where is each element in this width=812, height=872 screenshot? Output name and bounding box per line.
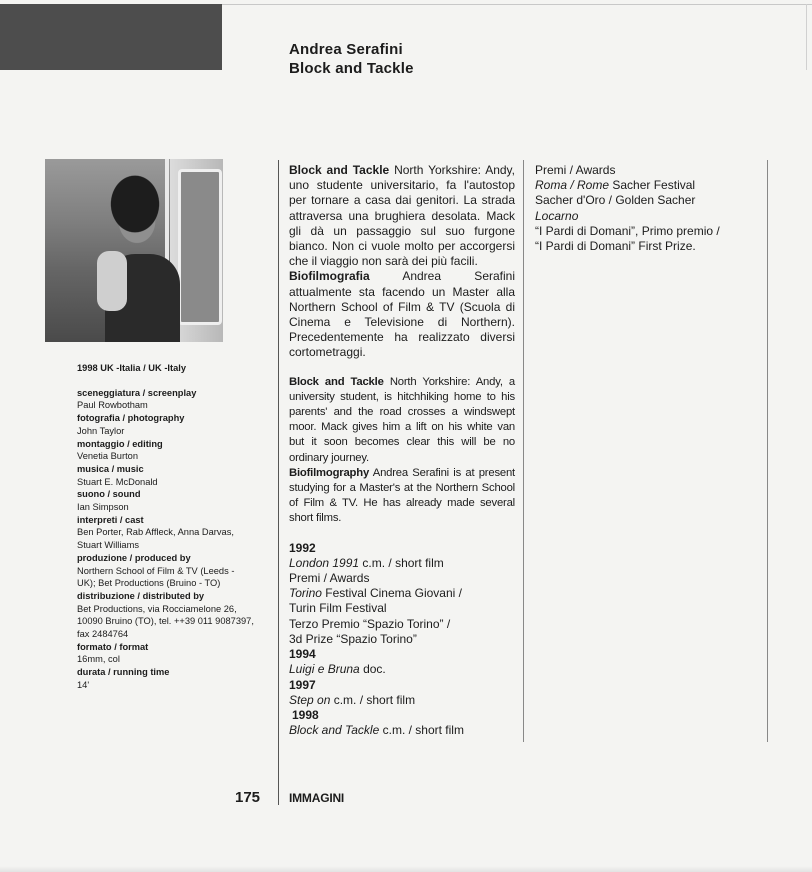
credit-value: Ben Porter, Rab Affleck, Anna Darvas, Stuart Williams bbox=[77, 527, 234, 551]
year-1997: 1997 bbox=[289, 677, 316, 692]
credit-label: montaggio / editing bbox=[77, 438, 163, 449]
award-city-locarno: Locarno bbox=[535, 208, 579, 223]
english-bio bbox=[289, 466, 515, 527]
credit-value: Northern School of Film & TV (Leeds - UK); Bet Productions (Bruino - TO) bbox=[77, 565, 235, 589]
award-roma-prize: Sacher d'Oro / Golden Sacher bbox=[535, 193, 696, 208]
film-type-1998: c.m. / short film bbox=[382, 723, 464, 738]
film-title-1994: Luigi e Bruna bbox=[289, 662, 360, 677]
credit-music bbox=[77, 463, 255, 488]
director-photo bbox=[45, 159, 223, 342]
year-1998: 1998 bbox=[292, 707, 319, 722]
page-header bbox=[289, 40, 414, 78]
film-title-1998: Block and Tackle bbox=[289, 723, 380, 738]
italian-synopsis-text: North Yorkshire: Andy, uno studente universitario, fa l'autostop per tornare a casa dai genitori. La strada attraversa una brughiera desolata. Mack gli dà un passaggio sul suo furgone bianco. Non ci vuole molto per accorgersi che il viaggio non sarà dei più facili. bbox=[289, 163, 515, 269]
credit-editing bbox=[77, 438, 255, 463]
middle-column-divider bbox=[523, 160, 524, 742]
award-locarno-prize: “I Pardi di Domani”, Primo premio / bbox=[535, 223, 720, 238]
credit-produced-by bbox=[77, 552, 255, 590]
awards-heading-1: Premi / Awards bbox=[289, 571, 370, 586]
credit-value: Stuart E. McDonald bbox=[77, 476, 158, 487]
author-name: Andrea Serafini bbox=[289, 41, 403, 58]
credit-photography bbox=[77, 412, 255, 437]
award-torino-fest-en: Turin Film Festival bbox=[289, 601, 387, 616]
credit-format bbox=[77, 641, 255, 666]
credit-screenplay bbox=[77, 387, 255, 412]
award-locarno-prize-en: “I Pardi di Domani” First Prize. bbox=[535, 239, 696, 254]
credit-value: Venetia Burton bbox=[77, 451, 138, 462]
credit-distributed-by bbox=[77, 590, 255, 641]
film-title: Block and Tackle bbox=[289, 60, 414, 77]
year-1992: 1992 bbox=[289, 540, 316, 555]
text-column-left bbox=[289, 163, 515, 738]
credit-label: suono / sound bbox=[77, 489, 141, 500]
english-synopsis-text: North Yorkshire: Andy, a university student, is hitchhiking home to his parents' and the road crosses a windswept moor. Mack gives him a lift on his white van but it soon becomes clear this will be no ordinary journey. bbox=[289, 375, 515, 464]
italian-bio-label: Biofilmografia bbox=[289, 269, 370, 284]
awards-heading-2: Premi / Awards bbox=[535, 163, 616, 177]
film-type-1997: c.m. / short film bbox=[333, 692, 416, 707]
italian-synopsis bbox=[289, 163, 515, 269]
credits-block bbox=[77, 362, 255, 692]
photo-person-collar bbox=[97, 251, 127, 311]
film-entry-1997 bbox=[289, 693, 515, 708]
page-number: 175 bbox=[235, 789, 261, 806]
right-column-divider bbox=[767, 160, 768, 742]
award-locarno bbox=[535, 209, 761, 224]
award-city-torino: Torino bbox=[289, 586, 322, 601]
film-title-1997: Step on bbox=[289, 692, 331, 707]
credit-value: John Taylor bbox=[77, 425, 125, 436]
award-city-roma: Roma / Rome bbox=[535, 178, 610, 193]
credit-label: musica / music bbox=[77, 463, 144, 474]
credit-label: sceneggiatura / screenplay bbox=[77, 387, 197, 398]
credit-label: produzione / produced by bbox=[77, 552, 191, 563]
film-type-1992: c.m. / short film bbox=[362, 555, 444, 570]
credit-sound bbox=[77, 488, 255, 513]
english-bio-text: Andrea Serafini is at present studying for a Master's at the Northern School of Film & TV. He has already made several short films. bbox=[289, 466, 515, 525]
italian-bio bbox=[289, 269, 515, 360]
top-rule bbox=[222, 4, 812, 5]
year-1994: 1994 bbox=[289, 647, 316, 662]
award-fest-roma: Sacher Festival bbox=[612, 178, 696, 193]
credit-value: 16mm, col bbox=[77, 654, 120, 665]
film-entry-1994 bbox=[289, 662, 515, 677]
scan-shadow bbox=[0, 866, 812, 872]
credit-value: Paul Rowbotham bbox=[77, 400, 148, 411]
award-roma bbox=[535, 178, 761, 193]
credit-value: Ian Simpson bbox=[77, 502, 129, 513]
award-torino-prize: Terzo Premio “Spazio Torino” / bbox=[289, 616, 451, 631]
italian-synopsis-label: Block and Tackle bbox=[289, 163, 390, 177]
credit-label: fotografia / photography bbox=[77, 413, 185, 424]
award-torino-prize-en: 3d Prize “Spazio Torino” bbox=[289, 631, 417, 646]
header-gray-block bbox=[0, 4, 222, 70]
credit-value: Bet Productions, via Rocciamelone 26, 10090 Bruino (TO), tel. ++39 011 9087397, fax 2484764 bbox=[77, 603, 254, 640]
credit-label: interpreti / cast bbox=[77, 514, 144, 525]
right-edge-rule bbox=[806, 4, 807, 70]
english-bio-label: Biofilmography bbox=[289, 466, 370, 479]
credit-label: durata / running time bbox=[77, 667, 170, 678]
english-synopsis bbox=[289, 375, 515, 466]
production-country: 1998 UK -Italia / UK -Italy bbox=[77, 363, 187, 373]
main-column-divider bbox=[278, 160, 279, 805]
film-entry-1992 bbox=[289, 556, 515, 571]
english-synopsis-label: Block and Tackle bbox=[289, 375, 384, 388]
award-torino bbox=[289, 586, 515, 601]
credit-label: formato / format bbox=[77, 641, 149, 652]
section-title: IMMAGINI bbox=[289, 791, 345, 805]
credit-value: 14' bbox=[77, 679, 90, 690]
film-type-1994: doc. bbox=[363, 662, 386, 677]
film-title-1992: London 1991 bbox=[289, 555, 360, 570]
film-entry-1998 bbox=[289, 723, 515, 738]
credit-cast bbox=[77, 514, 255, 552]
credit-label: distribuzione / distributed by bbox=[77, 590, 205, 601]
credit-running-time bbox=[77, 666, 255, 691]
italian-bio-text: Andrea Serafini attualmente sta facendo un Master alla Northern School of Film & TV (Scuola di Cinema e Televisione di Northern). Precedentemente ha realizzato diversi cortometraggi. bbox=[289, 269, 515, 360]
text-column-right bbox=[535, 163, 761, 254]
award-fest-torino: Festival Cinema Giovani / bbox=[325, 586, 462, 601]
filmography-list bbox=[289, 541, 515, 739]
photo-car-window bbox=[178, 169, 222, 325]
